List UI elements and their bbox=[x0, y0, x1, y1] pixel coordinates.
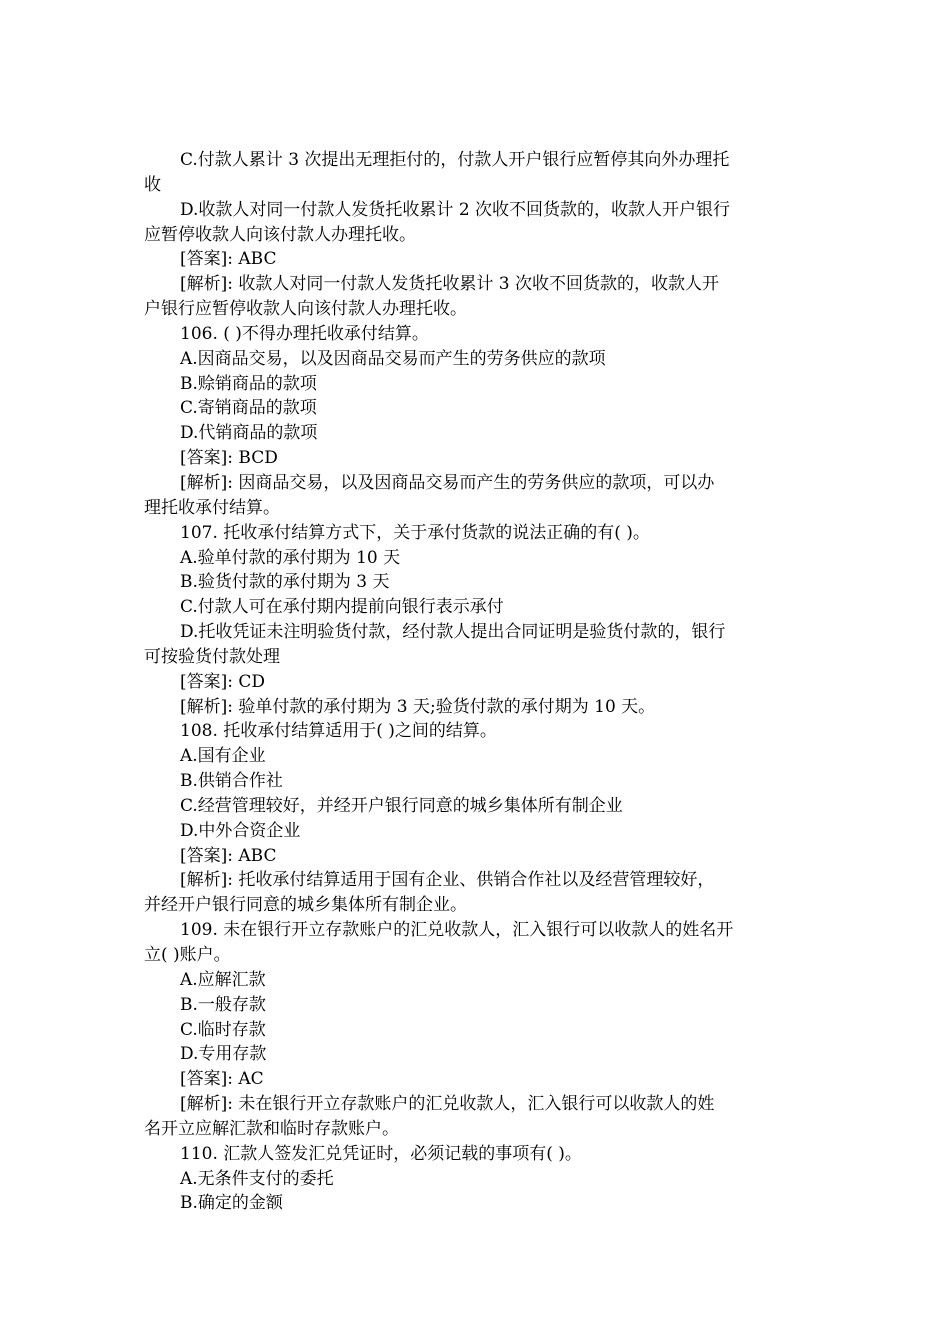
text-line: C.付款人累计 3 次提出无理拒付的，付款人开户银行应暂停其向外办理托 bbox=[180, 150, 730, 170]
text-line: C.临时存款 bbox=[180, 1019, 266, 1040]
text-line: 并经开户银行同意的城乡集体所有制企业。 bbox=[144, 895, 467, 916]
text-line: 立( )账户。 bbox=[144, 945, 231, 965]
text-line: A.验单付款的承付期为 10 天 bbox=[180, 547, 401, 568]
text-line: [解析]: 未在银行开立存款账户的汇兑收款人，汇入银行可以收款人的姓 bbox=[180, 1094, 715, 1115]
text-line: D.代销商品的款项 bbox=[180, 423, 318, 444]
text-line: 名开立应解汇款和临时存款账户。 bbox=[144, 1118, 399, 1139]
text-line: A.应解汇款 bbox=[180, 969, 266, 990]
text-line: 108. 托收承付结算适用于( )之间的结算。 bbox=[180, 721, 497, 742]
text-line: B.一般存款 bbox=[180, 994, 266, 1015]
text-line: 可按验货付款处理 bbox=[144, 646, 280, 667]
text-line: D.托收凭证未注明验货付款，经付款人提出合同证明是验货付款的，银行 bbox=[180, 622, 726, 643]
text-line: 户银行应暂停收款人向该付款人办理托收。 bbox=[144, 299, 467, 320]
text-line: 109. 未在银行开立存款账户的汇兑收款人，汇入银行可以收款人的姓名开 bbox=[180, 920, 734, 941]
text-line: [答案]: AC bbox=[180, 1069, 264, 1090]
text-line: B.供销合作社 bbox=[180, 771, 283, 792]
text-line: B.确定的金额 bbox=[180, 1193, 283, 1214]
text-line: 收 bbox=[144, 174, 161, 195]
text-line: C.寄销商品的款项 bbox=[180, 398, 317, 419]
text-line: A.国有企业 bbox=[180, 746, 266, 767]
text-line: 107. 托收承付结算方式下，关于承付货款的说法正确的有( )。 bbox=[180, 522, 650, 543]
text-line: [答案]: ABC bbox=[180, 249, 277, 270]
text-line: B.验货付款的承付期为 3 天 bbox=[180, 572, 390, 593]
text-line: A.因商品交易，以及因商品交易而产生的劳务供应的款项 bbox=[180, 348, 606, 369]
text-line: [解析]: 验单付款的承付期为 3 天;验货付款的承付期为 10 天。 bbox=[180, 696, 656, 717]
text-line: D.专用存款 bbox=[180, 1044, 267, 1065]
text-line: [答案]: BCD bbox=[180, 448, 278, 469]
text-line: D.中外合资企业 bbox=[180, 820, 301, 841]
text-line: B.赊销商品的款项 bbox=[180, 373, 317, 394]
text-line: C.付款人可在承付期内提前向银行表示承付 bbox=[180, 597, 504, 618]
text-line: [解析]: 因商品交易，以及因商品交易而产生的劳务供应的款项，可以办 bbox=[180, 472, 715, 493]
text-line: [解析]: 收款人对同一付款人发货托收累计 3 次收不回货款的，收款人开 bbox=[180, 274, 720, 295]
text-line: [答案]: CD bbox=[180, 671, 266, 692]
text-line: C.经营管理较好，并经开户银行同意的城乡集体所有制企业 bbox=[180, 795, 623, 816]
text-line: 理托收承付结算。 bbox=[144, 497, 280, 518]
text-line: [答案]: ABC bbox=[180, 845, 277, 866]
text-line: A.无条件支付的委托 bbox=[180, 1168, 334, 1189]
text-line: 110. 汇款人签发汇兑凭证时，必须记载的事项有( )。 bbox=[180, 1143, 582, 1164]
text-line: 106. ( )不得办理托收承付结算。 bbox=[180, 323, 429, 344]
text-line: [解析]: 托收承付结算适用于国有企业、供销合作社以及经营管理较好， bbox=[180, 870, 715, 891]
document-body bbox=[144, 148, 804, 1216]
text-line: 应暂停收款人向该付款人办理托收。 bbox=[144, 224, 416, 245]
text-line: D.收款人对同一付款人发货托收累计 2 次收不回货款的，收款人开户银行 bbox=[180, 199, 731, 220]
